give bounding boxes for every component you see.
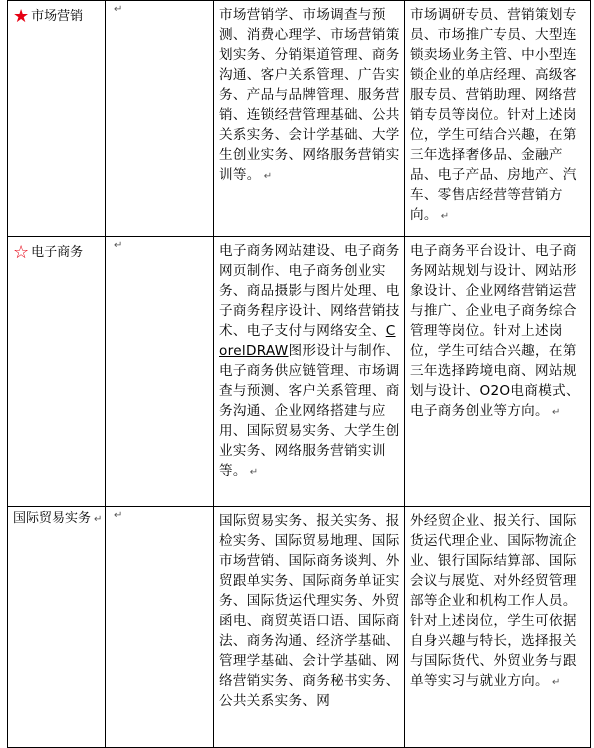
courses-text: 国际贸易实务、报关实务、报检实务、国际贸易地理、国际市场营销、国际商务谈判、外贸跟单实务、国际商务单证实务、国际货运代理实务、外贸函电、商贸英语口语、国际商法、商务沟通、经济学基础、管理学基础、会计学基础、网络营销实务、商务秘书实务、公共关系实务、网 — [219, 513, 400, 709]
paragraph-mark-icon: ↵ — [551, 677, 561, 688]
table-row — [8, 1, 591, 237]
empty-cell — [106, 1, 214, 237]
major-name: 国际贸易实务 — [13, 511, 92, 526]
table-row — [8, 237, 591, 507]
paragraph-mark-icon: ↵ — [551, 407, 561, 418]
jobs-text: 外经贸企业、报关行、国际货运代理企业、国际物流企业、银行国际结算部、国际会议与展览、对外经贸管理部等企业和机构工作人员。针对上述岗位，学生可依据自身兴趣与特长，选择报关与国际货代、外贸业务与跟单等实习与就业方向。 — [410, 513, 577, 689]
major-table — [7, 0, 591, 748]
major-name-cell — [8, 1, 106, 237]
paragraph-mark-icon: ↵ — [263, 171, 273, 182]
jobs-cell — [405, 1, 591, 237]
courses-text: 电子商务网站建设、电子商务网页制作、电子商务创业实务、商品摄影与图片处理、电子商务程序设计、网络营销技术、电子支付与网络安全、 — [219, 243, 400, 339]
paragraph-mark-icon: ↵ — [94, 514, 103, 525]
empty-cell — [106, 507, 214, 748]
paragraph-mark-icon: ↵ — [114, 240, 123, 251]
paragraph-mark-icon: ↵ — [114, 510, 123, 521]
courses-text: 图形设计与制作、电子商务供应链管理、市场调查与预测、客户关系管理、商务沟通、企业网络搭建与应用、国际贸易实务、大学生创业实务、网络服务营销实训等。 — [219, 343, 400, 479]
courses-cell — [214, 507, 405, 748]
empty-cell — [106, 237, 214, 507]
paragraph-mark-icon: ↵ — [114, 4, 123, 15]
jobs-cell — [405, 237, 591, 507]
courses-cell — [214, 1, 405, 237]
jobs-text: 市场调研专员、营销策划专员、市场推广专员、大型连锁卖场业务主管、中小型连锁企业的单店经理、高级客服专员、营销助理、网络营销专员等岗位。针对上述岗位，学生可结合兴趣，在第三年选择奢侈品、金融产品、电子产品、房地产、汽车、零售店经营等营销方向。 — [410, 7, 577, 223]
jobs-cell — [405, 507, 591, 748]
table-row — [8, 507, 591, 748]
paragraph-mark-icon: ↵ — [440, 211, 450, 222]
courses-text-software: CorelDRAW — [219, 323, 396, 359]
jobs-text: 电子商务平台设计、电子商务网站规划与设计、网站形象设计、企业网络营销运营与推广、企业电子商务综合管理等岗位。针对上述岗位，学生可结合兴趣，在第三年选择跨境电商、网站规划与设计、O2O电商模式、电子商务创业等方向。 — [410, 243, 580, 419]
paragraph-mark-icon: ↵ — [249, 467, 259, 478]
courses-text: 市场营销学、市场调查与预测、消费心理学、市场营销策划实务、分销渠道管理、商务沟通、客户关系管理、广告实务、产品与品牌管理、服务营销、连锁经营管理基础、公共关系实务、会计学基础、大学生创业实务、网络服务营销实训等。 — [219, 7, 400, 183]
major-name: 市场营销 — [31, 9, 84, 24]
filled-star-icon: ★ — [13, 6, 30, 27]
major-name-cell — [8, 237, 106, 507]
major-name: 电子商务 — [31, 245, 84, 260]
outline-star-icon: ☆ — [13, 242, 30, 263]
courses-cell — [214, 237, 405, 507]
major-name-cell — [8, 507, 106, 748]
